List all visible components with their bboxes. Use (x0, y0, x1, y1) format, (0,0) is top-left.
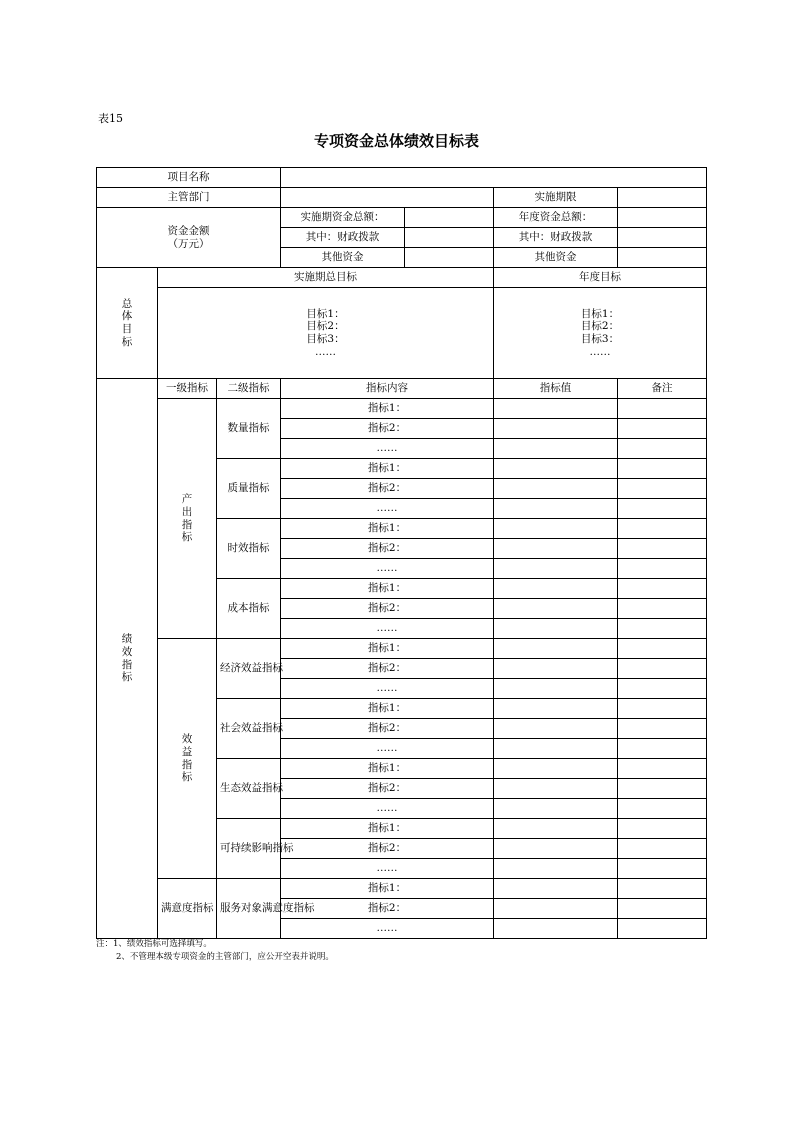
indicator-row (97, 879, 707, 899)
indicator-note-field[interactable] (618, 579, 707, 599)
indicator-note-field[interactable] (618, 439, 707, 459)
indicator-content[interactable]: 指标2： (281, 659, 494, 679)
indicator-content[interactable]: 指标2： (281, 539, 494, 559)
project-name-label: 项目名称 (97, 168, 281, 188)
goal-3-label: 目标3： (306, 333, 345, 345)
indicator-value-field[interactable] (494, 639, 618, 659)
indicator-value-field[interactable] (494, 819, 618, 839)
indicator-note-field[interactable] (618, 699, 707, 719)
period-total-label: 实施期资金总额： (281, 208, 405, 228)
annual-other-label: 其他资金 (494, 248, 618, 268)
level1-indicator-1: 效 益 指 标 (158, 639, 217, 879)
indicator-content[interactable]: 指标2： (281, 479, 494, 499)
indicator-note-field[interactable] (618, 859, 707, 879)
indicator-note-field[interactable] (618, 679, 707, 699)
indicator-content[interactable]: 指标2： (281, 719, 494, 739)
indicator-content[interactable]: 指标1： (281, 699, 494, 719)
indicator-note-field[interactable] (618, 499, 707, 519)
indicator-value-field[interactable] (494, 439, 618, 459)
indicator-note-field[interactable] (618, 539, 707, 559)
indicator-value-field[interactable] (494, 419, 618, 439)
indicator-note-field[interactable] (618, 479, 707, 499)
indicator-content[interactable]: 指标1： (281, 459, 494, 479)
indicator-note-field[interactable] (618, 659, 707, 679)
level1-header: 一级指标 (158, 379, 217, 399)
indicator-content[interactable]: 指标2： (281, 419, 494, 439)
indicator-content[interactable]: 指标1： (281, 399, 494, 419)
indicator-content[interactable]: …… (281, 679, 494, 699)
level2-indicator-0-1: 质量指标 (217, 459, 281, 519)
department-label: 主管部门 (97, 188, 281, 208)
period-other-field[interactable] (405, 248, 494, 268)
indicator-value-field[interactable] (494, 479, 618, 499)
row-performance-header (97, 379, 707, 399)
indicator-value-field[interactable] (494, 919, 618, 939)
overall-goal-text: 总 体 目 标 (121, 297, 133, 348)
indicator-row (97, 399, 707, 419)
period-goal-header: 实施期总目标 (158, 268, 494, 288)
level2-indicator-2-0: 服务对象满意度指标 (217, 879, 281, 939)
row-department (97, 188, 707, 208)
goal-2-label: 目标2： (580, 320, 620, 333)
fund-unit-text: （万元） (167, 237, 210, 250)
annual-fiscal-field[interactable] (618, 228, 707, 248)
performance-goal-table (96, 167, 707, 939)
fund-amount-text: 资金金额 (167, 224, 210, 237)
level2-indicator-1-3: 可持续影响指标 (217, 819, 281, 879)
indicator-value-field[interactable] (494, 739, 618, 759)
indicator-content[interactable]: 指标1： (281, 519, 494, 539)
indicator-note-field[interactable] (618, 879, 707, 899)
goal-1-label: 目标1： (580, 307, 620, 320)
annual-total-field[interactable] (618, 208, 707, 228)
period-total-field[interactable] (405, 208, 494, 228)
performance-indicator-label (97, 379, 158, 939)
indicator-content[interactable]: …… (281, 619, 494, 639)
indicator-value-field[interactable] (494, 499, 618, 519)
indicator-content[interactable]: 指标2： (281, 779, 494, 799)
indicator-note-field[interactable] (618, 799, 707, 819)
indicator-content[interactable]: 指标2： (281, 839, 494, 859)
period-goal-field[interactable] (158, 288, 494, 379)
indicator-content[interactable]: 指标2： (281, 899, 494, 919)
indicator-value-field[interactable] (494, 859, 618, 879)
row-fund-total (97, 208, 707, 228)
indicator-value-field[interactable] (494, 659, 618, 679)
indicator-row (97, 639, 707, 659)
indicator-note-field[interactable] (618, 399, 707, 419)
indicator-value-field[interactable] (494, 459, 618, 479)
indicator-content[interactable]: 指标1： (281, 819, 494, 839)
row-overall-goals (97, 288, 707, 379)
indicator-content[interactable]: …… (281, 859, 494, 879)
note-header: 备注 (618, 379, 707, 399)
level2-indicator-0-2: 时效指标 (217, 519, 281, 579)
indicator-value-field[interactable] (494, 559, 618, 579)
level2-indicator-0-3: 成本指标 (217, 579, 281, 639)
indicator-content[interactable]: …… (281, 499, 494, 519)
goal-more-label: …… (589, 345, 611, 358)
indicator-value-field[interactable] (494, 579, 618, 599)
indicator-content[interactable]: …… (281, 799, 494, 819)
indicator-value-field[interactable] (494, 759, 618, 779)
indicator-note-field[interactable] (618, 819, 707, 839)
indicator-value-field[interactable] (494, 779, 618, 799)
indicator-value-field[interactable] (494, 519, 618, 539)
indicator-content[interactable]: …… (281, 439, 494, 459)
indicator-note-field[interactable] (618, 599, 707, 619)
indicator-value-field[interactable] (494, 839, 618, 859)
annual-total-label: 年度资金总额： (494, 208, 618, 228)
level2-indicator-1-0: 经济效益指标 (217, 639, 281, 699)
performance-indicator-text: 绩 效 指 标 (121, 633, 133, 684)
level2-header: 二级指标 (217, 379, 281, 399)
indicator-content[interactable]: 指标1： (281, 879, 494, 899)
project-name-field[interactable] (281, 168, 707, 188)
level2-indicator-0-0: 数量指标 (217, 399, 281, 459)
indicator-note-field[interactable] (618, 739, 707, 759)
page-title: 专项资金总体绩效目标表 (313, 132, 479, 150)
indicator-note-field[interactable] (618, 779, 707, 799)
indicator-value-field[interactable] (494, 899, 618, 919)
indicator-value-field[interactable] (494, 539, 618, 559)
annual-goal-field[interactable] (494, 288, 707, 379)
content-header: 指标内容 (281, 379, 494, 399)
indicator-note-field[interactable] (618, 839, 707, 859)
level2-indicator-1-2: 生态效益指标 (217, 759, 281, 819)
indicator-content[interactable]: …… (281, 739, 494, 759)
indicator-value-field[interactable] (494, 719, 618, 739)
indicator-note-field[interactable] (618, 619, 707, 639)
indicator-note-field[interactable] (618, 899, 707, 919)
indicator-value-field[interactable] (494, 699, 618, 719)
period-fiscal-label: 其中：财政拨款 (281, 228, 405, 248)
period-field[interactable] (618, 188, 707, 208)
overall-goal-label (97, 268, 158, 379)
indicator-content[interactable]: 指标1： (281, 639, 494, 659)
footnote-1: 注：1、绩效指标可选择填写。 (96, 939, 212, 949)
goal-1-label: 目标1： (306, 307, 345, 320)
indicator-value-field[interactable] (494, 599, 618, 619)
level2-indicator-1-1: 社会效益指标 (217, 699, 281, 759)
row-project-name (97, 168, 707, 188)
level1-indicator-0: 产 出 指 标 (158, 399, 217, 639)
goal-2-label: 目标2： (306, 320, 345, 333)
indicator-value-field[interactable] (494, 619, 618, 639)
indicator-note-field[interactable] (618, 459, 707, 479)
indicator-value-field[interactable] (494, 399, 618, 419)
indicator-note-field[interactable] (618, 419, 707, 439)
indicator-value-field[interactable] (494, 679, 618, 699)
goal-more-label: …… (315, 345, 336, 358)
indicator-note-field[interactable] (618, 919, 707, 939)
footnote-2: 2、不管理本级专项资金的主管部门，应公开空表并说明。 (116, 952, 334, 962)
footnotes (96, 938, 334, 964)
indicator-note-field[interactable] (618, 719, 707, 739)
indicator-note-field[interactable] (618, 519, 707, 539)
annual-other-field[interactable] (618, 248, 707, 268)
table-number: 表15 (98, 112, 123, 125)
indicator-content[interactable]: …… (281, 559, 494, 579)
indicator-note-field[interactable] (618, 559, 707, 579)
value-header: 指标值 (494, 379, 618, 399)
period-label: 实施期限 (494, 188, 618, 208)
annual-fiscal-label: 其中：财政拨款 (494, 228, 618, 248)
indicator-value-field[interactable] (494, 879, 618, 899)
indicator-content[interactable]: …… (281, 919, 494, 939)
goal-3-label: 目标3： (580, 333, 620, 345)
period-fiscal-field[interactable] (405, 228, 494, 248)
indicator-content[interactable]: 指标1： (281, 579, 494, 599)
indicator-value-field[interactable] (494, 799, 618, 819)
fund-amount-label (97, 208, 281, 268)
period-other-label: 其他资金 (281, 248, 405, 268)
annual-goal-header: 年度目标 (494, 268, 707, 288)
indicator-note-field[interactable] (618, 639, 707, 659)
indicator-note-field[interactable] (618, 759, 707, 779)
indicator-content[interactable]: 指标2： (281, 599, 494, 619)
department-field[interactable] (281, 188, 494, 208)
level1-indicator-2: 满意度指标 (158, 879, 217, 939)
indicator-content[interactable]: 指标1： (281, 759, 494, 779)
row-overall-header (97, 268, 707, 288)
